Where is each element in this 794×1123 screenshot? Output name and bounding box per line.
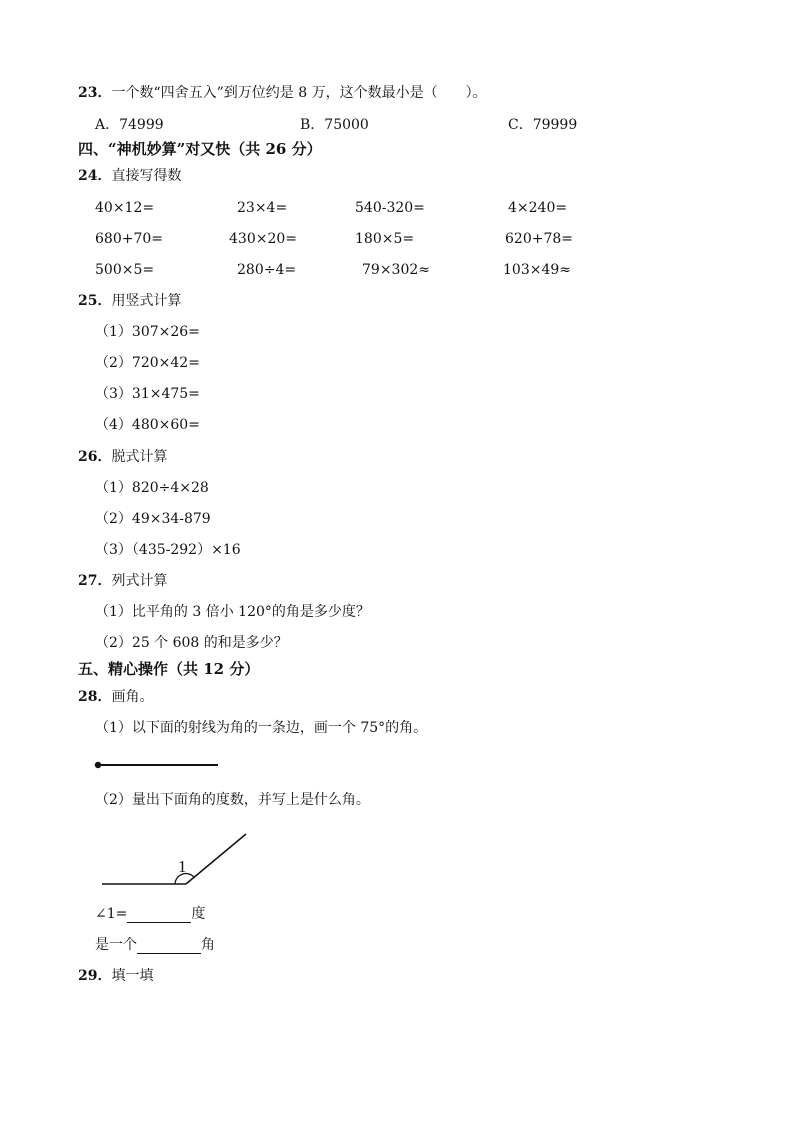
list-item: （2）720×42= [95, 355, 200, 371]
sub-question-1: （1）以下面的射线为角的一条边，画一个 75°的角。 [95, 720, 428, 736]
calc-item: 180×5= [355, 231, 415, 247]
list-item: （1）307×26= [95, 324, 200, 340]
question-number: 24． [78, 168, 112, 184]
question-28 [78, 688, 153, 706]
calc-item: 280÷4= [237, 262, 297, 278]
answer-line-1 [95, 905, 205, 923]
calc-item: 500×5= [95, 262, 155, 278]
calc-item: 680+70= [95, 231, 163, 247]
option-c: C．79999 [508, 117, 578, 133]
question-text: 填一填 [111, 968, 154, 984]
list-item: （2）49×34-879 [95, 511, 211, 527]
question-number: 27． [78, 573, 112, 589]
calc-item: 4×240= [508, 200, 568, 216]
answer-blank[interactable] [137, 939, 201, 954]
list-item: （3）31×475= [95, 386, 200, 402]
answer-line-2 [95, 936, 215, 954]
calc-item: 103×49≈ [503, 262, 571, 278]
calc-item: 620+78= [505, 231, 573, 247]
question-number: 25． [78, 293, 112, 309]
answer-suffix: 度 [191, 906, 206, 922]
answer-prefix: ∠1= [95, 906, 128, 922]
question-text: 画角。 [111, 689, 154, 705]
list-item: （1）820÷4×28 [95, 480, 209, 496]
answer-suffix: 角 [201, 937, 215, 953]
section-5-title: 五、精心操作（共 12 分） [78, 660, 260, 678]
calc-item: 40×12= [95, 200, 155, 216]
question-26 [78, 448, 167, 466]
question-text: 用竖式计算 [111, 293, 182, 309]
answer-blank[interactable] [127, 908, 191, 923]
ray-figure [92, 757, 222, 773]
calc-item: 23×4= [237, 200, 288, 216]
angle-slanted-line [186, 834, 246, 884]
question-23 [78, 84, 487, 102]
question-text: 列式计算 [111, 573, 168, 589]
list-item: （1）比平角的 3 倍小 120°的角是多少度？ [95, 604, 370, 620]
list-item: （2）25 个 608 的和是多少？ [95, 635, 288, 651]
calc-item: 430×20= [229, 231, 297, 247]
question-number: 26． [78, 449, 112, 465]
list-item: （4）480×60= [95, 417, 200, 433]
calc-item: 79×302≈ [362, 262, 430, 278]
question-text: 脱式计算 [111, 449, 168, 465]
question-24 [78, 167, 181, 185]
question-27 [78, 572, 167, 590]
question-number: 23． [78, 85, 112, 101]
angle-figure [98, 828, 258, 892]
question-text: 直接写得数 [111, 168, 182, 184]
question-number: 28． [78, 689, 112, 705]
calc-item: 540-320= [355, 200, 425, 216]
question-29 [78, 967, 153, 985]
option-b: B．75000 [300, 117, 369, 133]
option-a: A．74999 [95, 117, 164, 133]
angle-label: 1 [178, 857, 187, 876]
question-number: 29． [78, 968, 112, 984]
question-text: 一个数“四舍五入”到万位约是 8 万，这个数最小是（ ）。 [111, 85, 487, 101]
list-item: （3）（435-292）×16 [95, 542, 241, 558]
answer-prefix: 是一个 [95, 937, 137, 953]
question-25 [78, 292, 181, 310]
section-4-title: 四、“神机妙算”对又快（共 26 分） [78, 140, 322, 158]
sub-question-2: （2）量出下面角的度数，并写上是什么角。 [95, 792, 370, 808]
